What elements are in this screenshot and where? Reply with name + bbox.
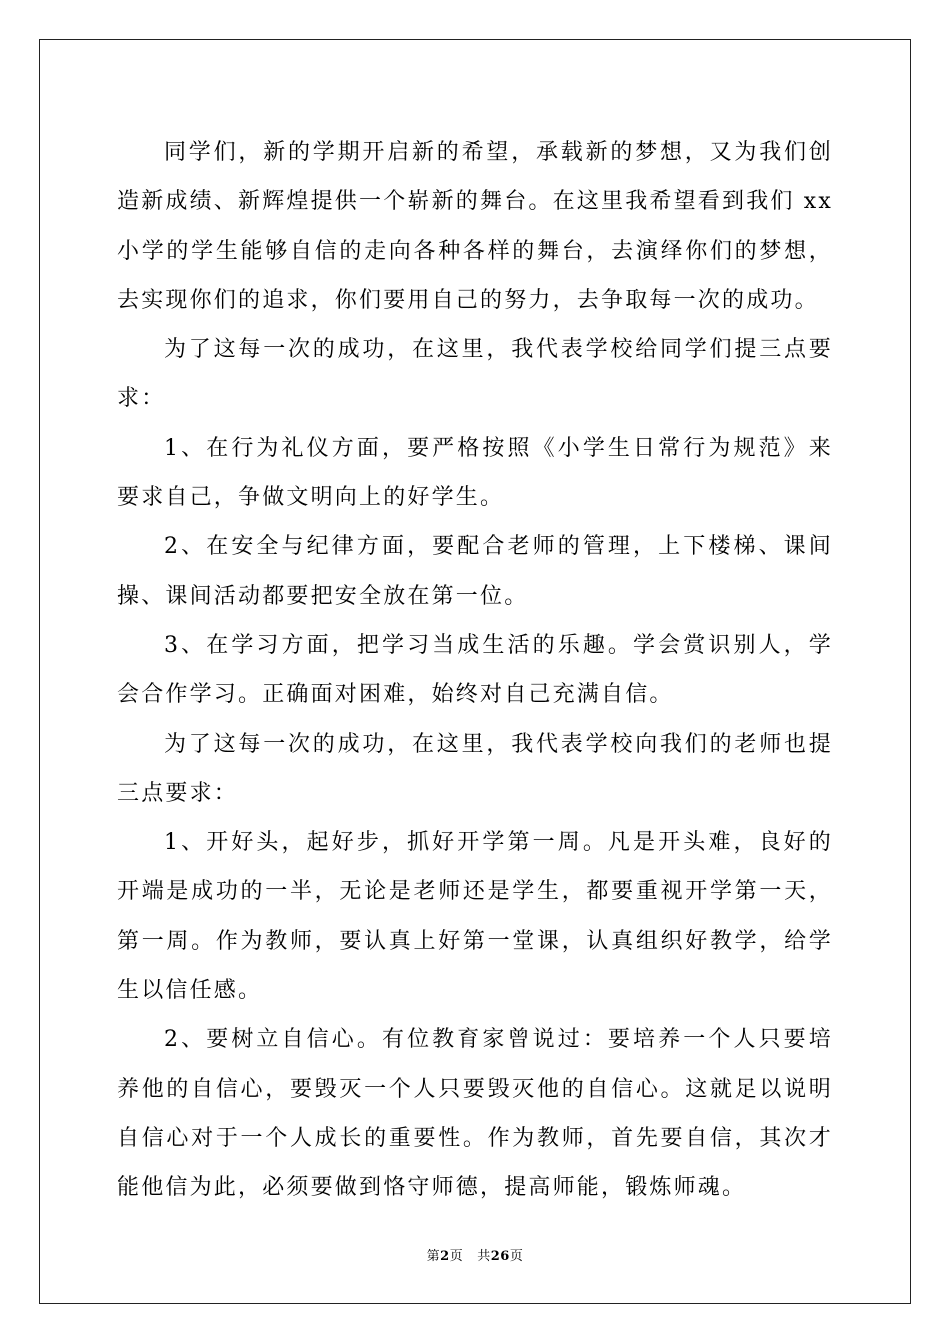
paragraph: 2、在安全与纪律方面，要配合老师的管理，上下楼梯、课间操、课间活动都要把安全放在第一位。 <box>117 534 833 609</box>
paragraph: 为了这每一次的成功，在这里，我代表学校向我们的老师也提三点要求： <box>117 731 833 806</box>
total-pages: 26 <box>490 1249 510 1264</box>
paragraph: 3、在学习方面，把学习当成生活的乐趣。学会赏识别人，学会合作学习。正确面对困难，始终对自己充满自信。 <box>117 632 833 708</box>
page-suffix: 页 <box>449 1249 464 1264</box>
paragraph: 1、开好头，起好步，抓好开学第一周。凡是开头难，良好的开端是成功的一半，无论是老师还是学生，都要重视开学第一天，第一周。作为教师，要认真上好第一堂课，认真组织好教学，给学生以信任感。 <box>117 830 833 1004</box>
paragraph: 同学们，新的学期开启新的希望，承载新的梦想，又为我们创造新成绩、新辉煌提供一个崭新的舞台。在这里我希望看到我们 xx 小学的学生能够自信的走向各种各样的舞台，去演绎你们的梦想，去实现你们的追求，你们要用自己的努力，去争取每一次的成功。 <box>117 140 834 313</box>
page-number: 2 <box>440 1249 450 1264</box>
paragraph: 2、要树立自信心。有位教育家曾说过：要培养一个人只要培养他的自信心，要毁灭一个人只要毁灭他的自信心。这就足以说明自信心对于一个人成长的重要性。作为教师，首先要自信，其次才能他信为此，必须要做到恪守师德，提高师能，锻炼师魂。 <box>117 1027 833 1201</box>
total-prefix: 共 <box>477 1249 491 1264</box>
total-suffix: 页 <box>509 1249 524 1264</box>
document-body <box>117 128 833 1213</box>
page-footer <box>0 1248 950 1266</box>
paragraph: 1、在行为礼仪方面，要严格按照《小学生日常行为规范》来要求自己，争做文明向上的好学生。 <box>117 435 833 511</box>
page-prefix: 第 <box>426 1249 441 1264</box>
paragraph: 为了这每一次的成功，在这里，我代表学校给同学们提三点要求： <box>117 337 833 412</box>
